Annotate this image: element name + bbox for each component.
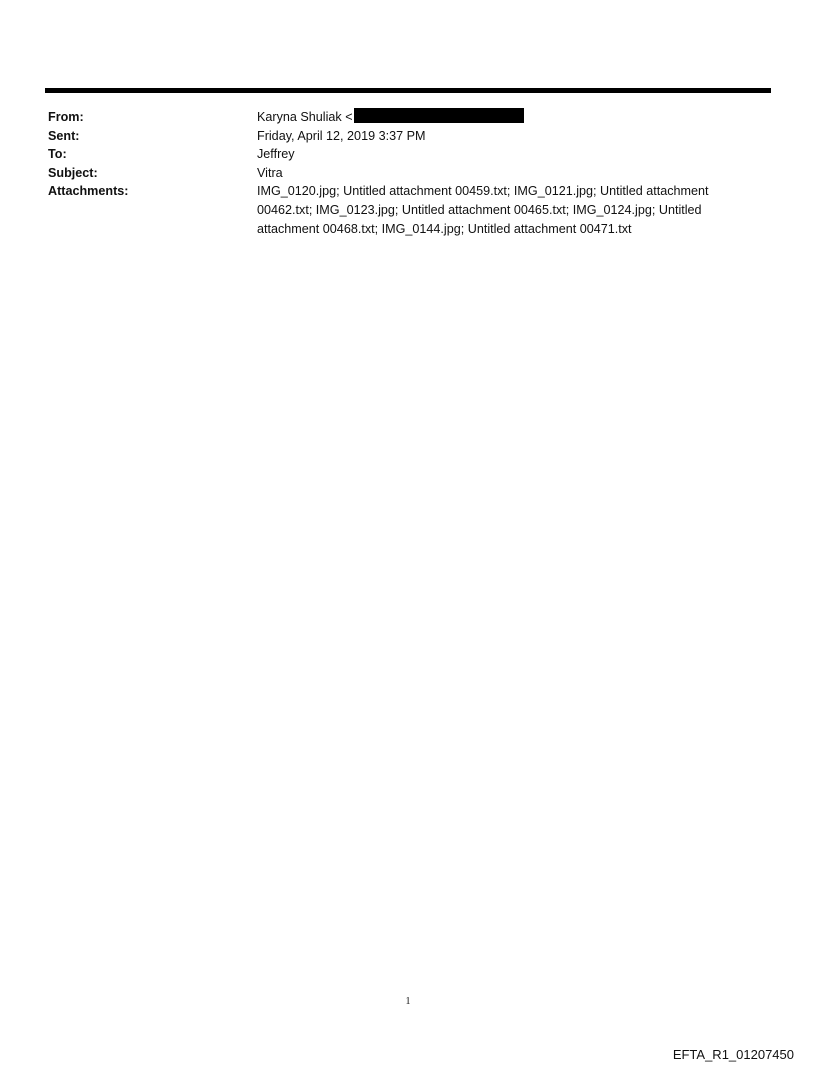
- bates-number: EFTA_R1_01207450: [672, 1047, 794, 1062]
- email-header: [48, 108, 768, 238]
- attachments-value: IMG_0120.jpg; Untitled attachment 00459.txt; IMG_0121.jpg; Untitled attachment 00462.txt; IMG_0123.jpg; Untitled attachment 00465.txt; IMG_0124.jpg; Untitled attachment 00468.txt; IMG_0144.jpg; Untitled attachment 00471.txt: [257, 184, 709, 236]
- subject-row: [48, 164, 768, 183]
- attachments-row: [48, 182, 768, 238]
- redaction-block: [354, 108, 524, 123]
- attachments-label: Attachments:: [48, 184, 129, 199]
- subject-value: Vitra: [257, 165, 283, 180]
- to-label: To:: [48, 147, 67, 162]
- sent-value: Friday, April 12, 2019 3:37 PM: [257, 128, 426, 143]
- from-value: Karyna Shuliak <: [257, 110, 353, 124]
- subject-label: Subject:: [48, 165, 98, 180]
- sent-row: [48, 127, 768, 146]
- from-value-container: [257, 108, 757, 127]
- to-row: [48, 145, 768, 164]
- to-value: Jeffrey: [257, 147, 295, 162]
- sent-label: Sent:: [48, 128, 80, 143]
- page-number: 1: [405, 996, 411, 1007]
- header-divider: [45, 88, 771, 93]
- from-label: From:: [48, 110, 84, 124]
- from-row: [48, 108, 768, 127]
